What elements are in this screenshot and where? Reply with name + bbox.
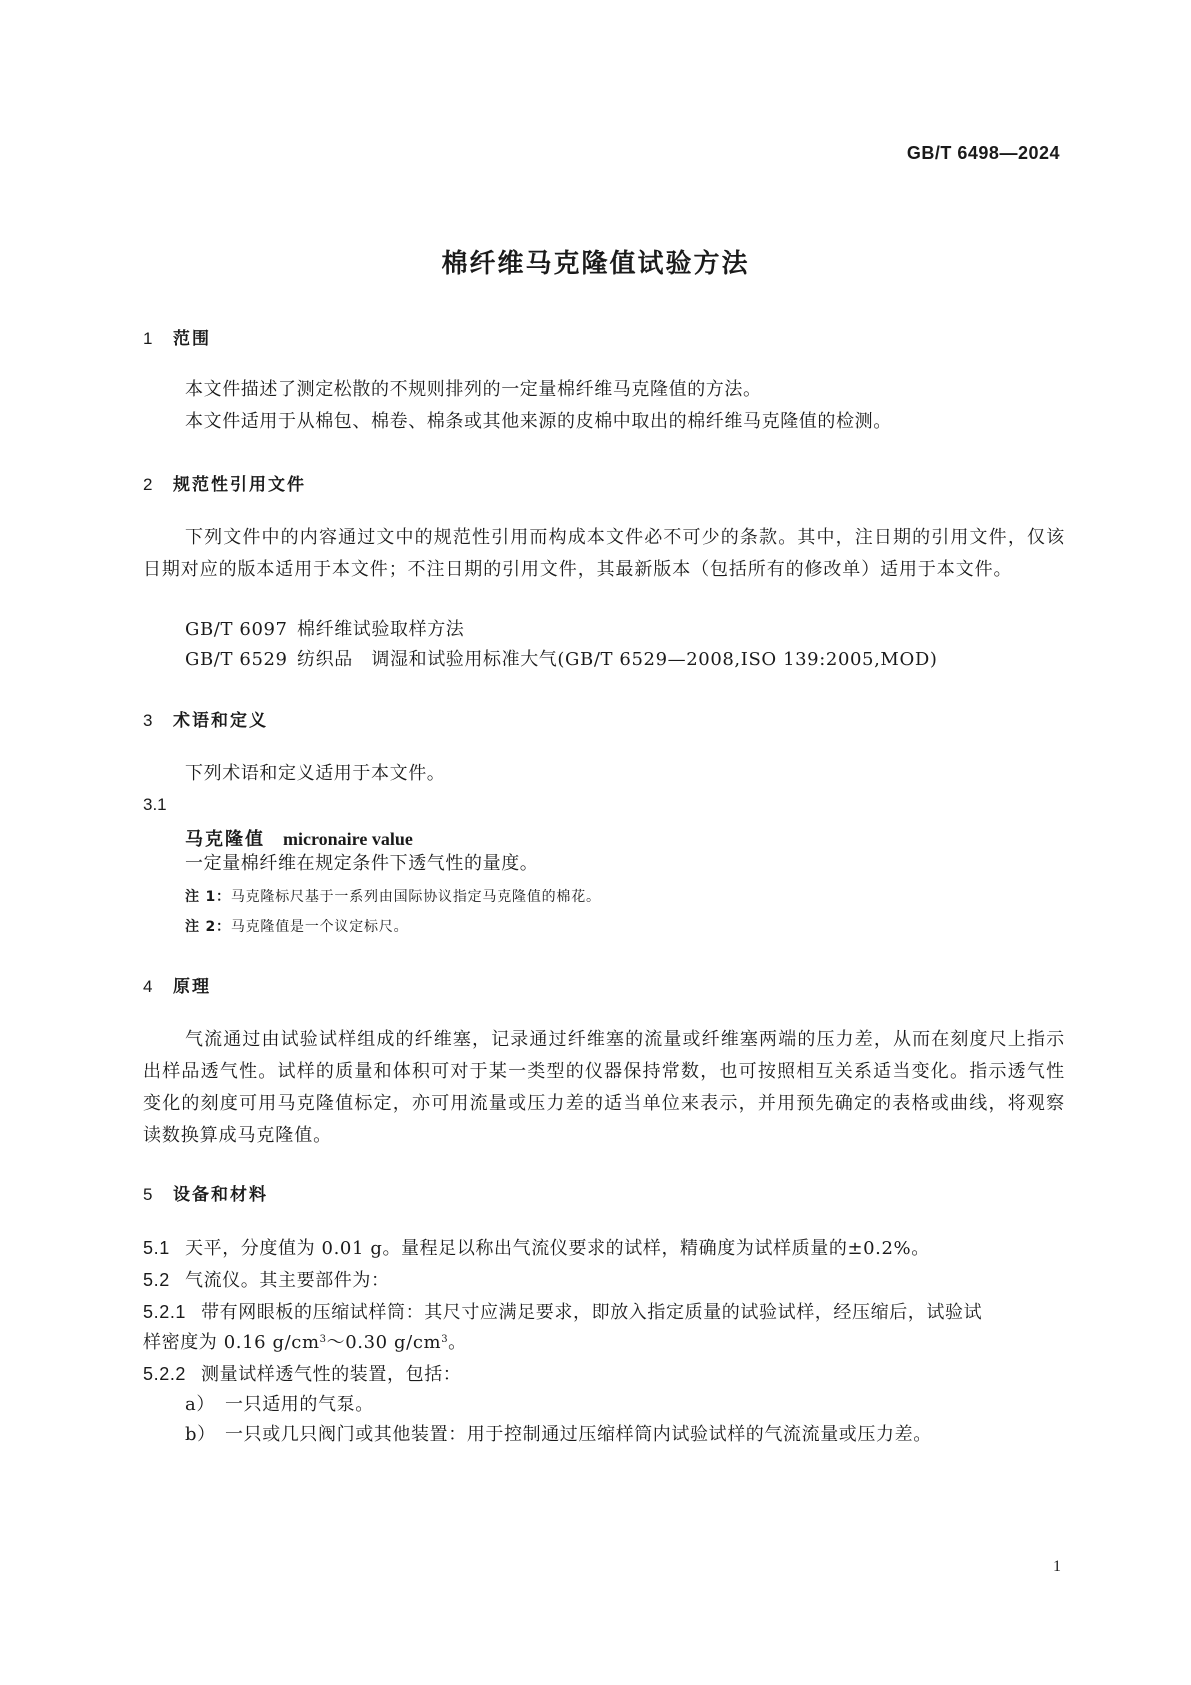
clause-5-1-number: 5.1 [143, 1238, 170, 1258]
note-1-text: 马克隆标尺基于一系列由国际协议指定马克隆值的棉花。 [230, 889, 601, 905]
note-2 [185, 916, 408, 936]
section-3-heading [143, 706, 268, 731]
reference-title: 纺织品 调湿和试验用标准大气(GB/T 6529—2008,ISO 139:2005,MOD) [297, 649, 938, 670]
section-1-paragraph-1: 本文件描述了测定松散的不规则排列的一定量棉纤维马克隆值的方法。 [185, 379, 762, 400]
section-1-paragraph-2: 本文件适用于从棉包、棉卷、棉条或其他来源的皮棉中取出的棉纤维马克隆值的检测。 [185, 411, 892, 432]
section-5-heading [143, 1180, 268, 1205]
clause-5-2-2-text: 测量试样透气性的装置，包括： [201, 1364, 462, 1385]
document-title: 棉纤维马克隆值试验方法 [441, 249, 750, 279]
section-5-title: 设备和材料 [173, 1185, 268, 1205]
section-3-title: 术语和定义 [173, 711, 268, 731]
note-2-label: 注 2： [185, 919, 231, 935]
list-text: 一只适用的气泵。 [225, 1394, 374, 1415]
list-marker: b） [185, 1424, 216, 1445]
reference-item [185, 644, 1065, 676]
superscript: 3 [441, 1334, 449, 1345]
clause-5-2-number: 5.2 [143, 1270, 170, 1290]
clause-5-1 [143, 1234, 930, 1260]
list-item [185, 1390, 374, 1416]
section-3-number: 3 [143, 711, 155, 730]
superscript: 3 [319, 1334, 327, 1345]
section-4-paragraph: 气流通过由试验试样组成的纤维塞，记录通过纤维塞的流量或纤维塞两端的压力差，从而在刻度尺上指示出样品透气性。试样的质量和体积可对于某一类型的仪器保持常数，也可按照相互关系适当变化。指示透气性变化的刻度可用马克隆值标定，亦可用流量或压力差的适当单位来表示，并用预先确定的表格或曲线，将观察读数换算成马克隆值。 [143, 1029, 1065, 1146]
clause-5-2-2-number: 5.2.2 [143, 1364, 187, 1384]
section-2-number: 2 [143, 475, 155, 494]
term-english: micronaire value [283, 829, 413, 849]
section-2-title: 规范性引用文件 [173, 475, 306, 495]
reference-title: 棉纤维试验取样方法 [297, 619, 465, 640]
section-4-heading [143, 972, 211, 997]
term-definition: 一定量棉纤维在规定条件下透气性的量度。 [185, 853, 539, 874]
clause-5-2-2 [143, 1360, 461, 1386]
section-3-paragraph: 下列术语和定义适用于本文件。 [185, 763, 446, 784]
section-4-number: 4 [143, 977, 155, 996]
density-upper: ～0.30 g/cm [326, 1332, 442, 1353]
reference-code: GB/T 6529 [185, 649, 288, 670]
reference-code: GB/T 6097 [185, 619, 288, 640]
list-item [185, 1420, 932, 1446]
clause-5-2 [143, 1266, 390, 1292]
note-1-label: 注 1： [185, 889, 231, 905]
reference-item [185, 614, 1065, 646]
clause-5-2-1 [143, 1298, 1065, 1324]
section-4-title: 原理 [173, 977, 211, 997]
section-5-number: 5 [143, 1185, 155, 1204]
section-2-paragraph: 下列文件中的内容通过文中的规范性引用而构成本文件必不可少的条款。其中，注日期的引用文件，仅该日期对应的版本适用于本文件；不注日期的引用文件，其最新版本（包括所有的修改单）适用于本文件。 [143, 527, 1065, 580]
section-1-number: 1 [143, 329, 155, 348]
term-number: 3.1 [143, 795, 167, 814]
section-1-title: 范围 [173, 329, 211, 349]
clause-5-1-text: 天平，分度值为 0.01 g。量程足以称出气流仪要求的试样，精确度为试样质量的±0.2%。 [185, 1238, 930, 1259]
section-1-heading [143, 324, 211, 349]
list-marker: a） [185, 1394, 215, 1415]
term-chinese: 马克隆值 [185, 829, 265, 850]
list-text: 一只或几只阀门或其他装置：用于控制通过压缩样筒内试验试样的气流流量或压力差。 [225, 1424, 932, 1445]
clause-5-2-1-continued [143, 1328, 467, 1354]
period: 。 [448, 1332, 467, 1353]
clause-5-2-1-text: 带有网眼板的压缩试样筒：其尺寸应满足要求，即放入指定质量的试验试样，经压缩后，试验试 [201, 1302, 983, 1323]
clause-5-2-text: 气流仪。其主要部件为： [185, 1270, 390, 1291]
section-2-heading [143, 470, 306, 495]
note-1 [185, 886, 601, 906]
page-number: 1 [1053, 1558, 1061, 1575]
density-lower: 样密度为 0.16 g/cm [143, 1332, 320, 1353]
standard-number: GB/T 6498—2024 [906, 143, 1060, 163]
note-2-text: 马克隆值是一个议定标尺。 [230, 919, 409, 935]
clause-5-2-1-number: 5.2.1 [143, 1302, 187, 1322]
